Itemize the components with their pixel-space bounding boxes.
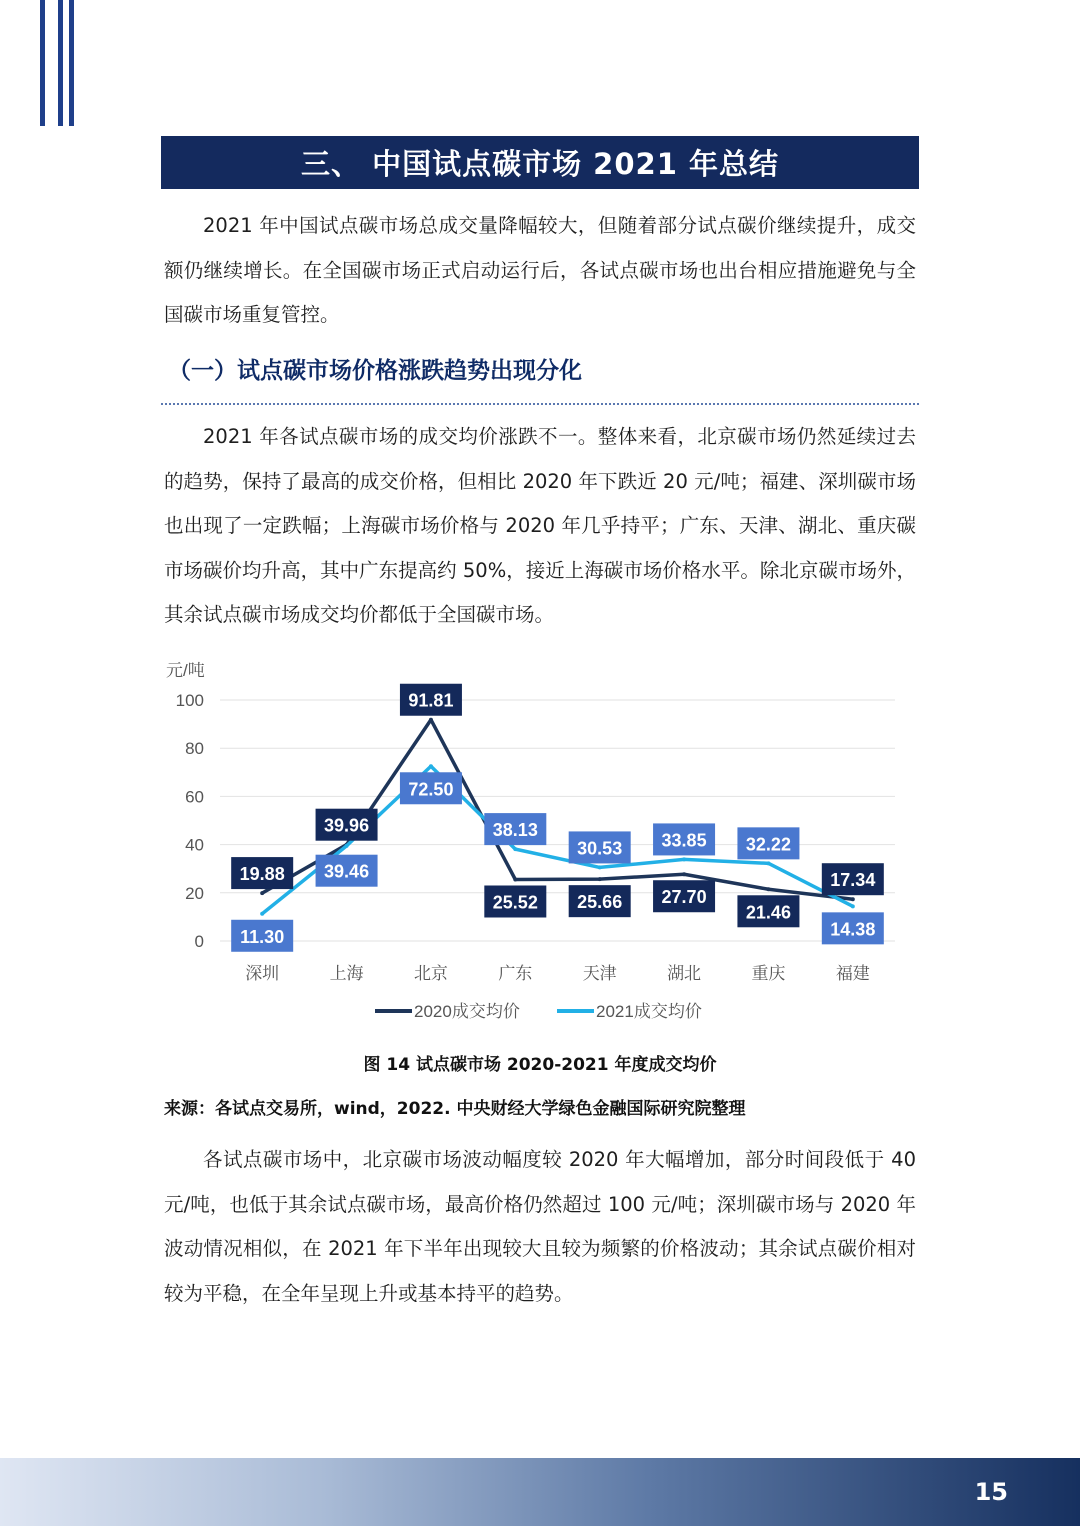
y-tick-label: 40 (185, 835, 204, 855)
section-title: 三、 中国试点碳市场 2021 年总结 (300, 147, 779, 181)
y-tick-label: 100 (175, 691, 204, 710)
series-2021-data-label: 14.38 (830, 919, 876, 940)
series-2020-point (598, 877, 602, 881)
series-2020-data-label: 27.70 (661, 887, 707, 908)
y-tick-label: 20 (185, 883, 204, 903)
x-tick-label: 天津 (582, 964, 617, 983)
series-2021-point (260, 912, 264, 916)
series-2020-point (766, 887, 770, 891)
series-2021-point (766, 861, 770, 865)
series-2020-data-label: 17.34 (830, 870, 876, 891)
series-2021-data-label: 32.22 (745, 834, 791, 855)
x-tick-label: 广东 (498, 964, 533, 983)
decorative-stripe (58, 0, 63, 126)
decorative-stripe (69, 0, 74, 126)
series-2020-data-label: 25.52 (492, 892, 538, 913)
y-axis-label: 元/吨 (166, 661, 205, 680)
series-2021-data-label: 72.50 (408, 779, 454, 800)
series-2021-data-label: 30.53 (577, 838, 623, 859)
series-2021-point (598, 865, 602, 869)
series-2021-point (345, 844, 349, 848)
series-2021-data-label: 39.46 (324, 861, 370, 882)
series-2021-point (682, 857, 686, 861)
price-line-chart (150, 650, 930, 1040)
decorative-stripe (40, 0, 45, 126)
series-2020-data-label: 91.81 (408, 690, 454, 711)
y-tick-label: 80 (185, 739, 204, 759)
footer-band (0, 1458, 1080, 1526)
x-tick-label: 福建 (835, 964, 870, 983)
series-2021-data-label: 38.13 (492, 820, 538, 841)
legend-2020-label: 2020成交均价 (414, 1002, 520, 1021)
x-tick-label: 北京 (413, 964, 448, 983)
series-2021-point (429, 764, 433, 768)
series-2020-point (513, 877, 517, 881)
x-tick-label: 重庆 (751, 964, 786, 983)
dotted-divider (161, 403, 919, 405)
series-2020-point (429, 718, 433, 722)
subsection-title: （一）试点碳市场价格涨跌趋势出现分化 (168, 358, 582, 384)
series-2021-point (851, 904, 855, 908)
x-tick-label: 深圳 (245, 964, 280, 983)
section-title-banner (161, 136, 919, 189)
y-tick-label: 0 (194, 932, 204, 951)
series-2020-data-label: 39.96 (324, 815, 370, 836)
page-number: 15 (974, 1478, 1008, 1506)
figure-caption: 图 14 试点碳市场 2020-2021 年度成交均价 (363, 1055, 717, 1075)
x-tick-label: 上海 (329, 964, 364, 983)
series-2020-point (260, 891, 264, 895)
series-2020-data-label: 21.46 (745, 902, 791, 923)
series-2020-point (851, 897, 855, 901)
series-2020-point (682, 872, 686, 876)
intro-paragraph: 2021 年中国试点碳市场总成交量降幅较大，但随着部分试点碳价继续提升，成交额仍继续增长。在全国碳市场正式启动运行后，各试点碳市场也出台相应措施避免与全国碳市场重复管控。 (164, 214, 916, 326)
body-paragraph-1: 2021 年各试点碳市场的成交均价涨跌不一。整体来看，北京碳市场仍然延续过去的趋势，保持了最高的成交价格，但相比 2020 年下跌近 20 元/吨；福建、深圳碳市场也出现了一定跌幅；上海碳市场价格与 2020 年几乎持平；广东、天津、湖北、重庆碳市场碳价均升高，其中广东提高约 50%，接近上海碳市场价格水平。除北京碳市场外，其余试点碳市场成交均价都低于全国碳市场。 (164, 425, 916, 626)
series-2021-data-label: 11.30 (240, 926, 285, 947)
body-paragraph-2: 各试点碳市场中，北京碳市场波动幅度较 2020 年大幅增加，部分时间段低于 40 元/吨，也低于其余试点碳市场，最高价格仍然超过 100 元/吨；深圳碳市场与 2020 年波动情况相似，在 2021 年下半年出现较大且较为频繁的价格波动；其余试点碳价相对较为平稳，在全年呈现上升或基本持平的趋势。 (164, 1148, 916, 1305)
figure-source: 来源：各试点交易所，wind，2022. 中央财经大学绿色金融国际研究院整理 (164, 1099, 746, 1119)
series-2021-point (513, 847, 517, 851)
series-2020-data-label: 19.88 (239, 864, 285, 885)
series-2020-data-label: 25.66 (577, 892, 623, 913)
series-2021-data-label: 33.85 (661, 830, 707, 851)
legend-2021-label: 2021成交均价 (596, 1002, 702, 1021)
x-tick-label: 湖北 (667, 964, 702, 983)
y-tick-label: 60 (185, 787, 204, 807)
